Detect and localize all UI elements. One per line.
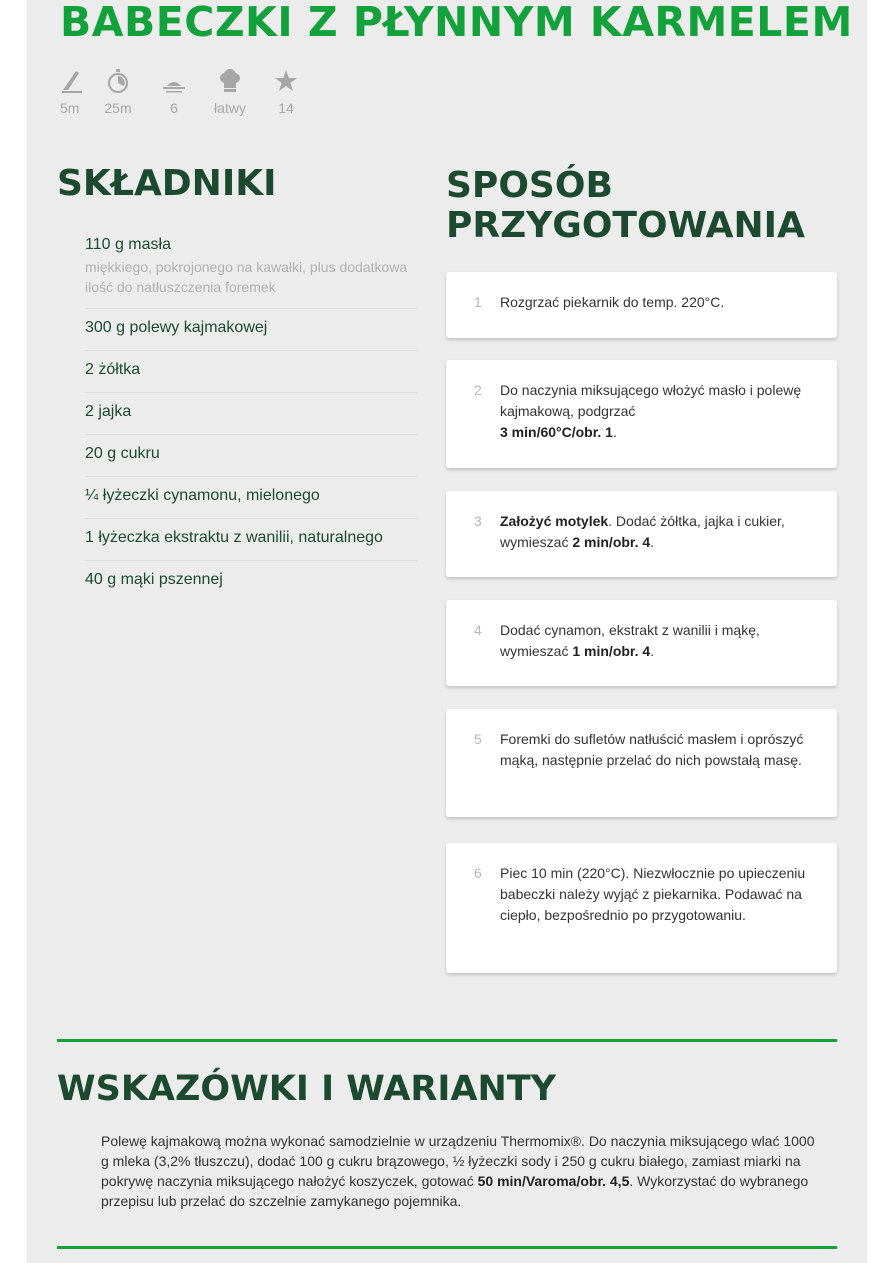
meta-total-time [90, 66, 146, 116]
step-number: 3 [474, 513, 482, 529]
step-card [446, 709, 837, 817]
ingredient-item [85, 519, 417, 561]
meta-prep-time [60, 66, 90, 116]
tips-text: Polewę kajmakową można wykonać samodzielnie w urządzeniu Thermomix®. Do naczynia miksującego wlać 1000 g mleka (3,2% tłuszczu), dodać 100 g cukru brązowego, ½ łyżeczki sody i 250 g cukru białego, zamiast miarki na pokrywę naczynia miksującego nałożyć koszyczek, gotować 50 min/Varoma/obr. 4,5. Wykorzystać do wybranego przepisu lub przelać do szczelnie zamykanego pojemnika. [101, 1133, 815, 1209]
ingredient-name: 110 g masła [85, 236, 171, 253]
meta-portions [146, 66, 202, 116]
step-card [446, 843, 837, 973]
ingredient-name: 300 g polewy kajmakowej [85, 319, 268, 336]
knife-icon [60, 66, 84, 96]
step-number: 2 [474, 382, 482, 398]
prep-time-value: 5m [60, 100, 80, 116]
ingredient-item [85, 561, 417, 602]
difficulty-value: łatwy [214, 100, 246, 116]
ingredient-item [85, 393, 417, 435]
ingredient-note: miękkiego, pokrojonego na kawałki, plus dodatkowa ilość do natłuszczenia foremek [85, 259, 408, 295]
step-text: Założyć motylek. Dodać żółtka, jajka i cukier, wymieszać 2 min/obr. 4. [500, 513, 785, 550]
ingredient-name: 1 łyżeczka ekstraktu z wanilii, naturalnego [85, 529, 383, 546]
step-card [446, 272, 837, 338]
step-text: Do naczynia miksującego włożyć masło i polewę kajmakową, podgrzać 3 min/60°C/obr. 1. [500, 382, 802, 440]
recipe-meta [60, 66, 314, 116]
ingredient-name: 20 g cukru [85, 445, 160, 462]
ingredient-name: 2 żółtka [85, 361, 141, 378]
ingredient-name: 40 g mąki pszennej [85, 571, 223, 588]
ingredients-list [85, 232, 417, 602]
tips-title: WSKAZÓWKI I WARIANTY [57, 1069, 556, 1109]
step-text: Rozgrzać piekarnik do temp. 220°C. [500, 294, 725, 310]
step-text: Dodać cynamon, ekstrakt z wanilii i mąkę, wymieszać 1 min/obr. 4. [500, 622, 760, 659]
ingredient-item [85, 309, 417, 351]
star-icon [274, 66, 298, 96]
step-text: Foremki do sufletów natłuścić masłem i oprószyć mąką, następnie przelać do nich powstałą masę. [500, 731, 804, 768]
recipe-page [27, 0, 867, 1263]
step-number: 5 [474, 731, 482, 747]
total-time-value: 25m [104, 100, 132, 116]
timer-icon [106, 66, 130, 96]
divider [57, 1246, 837, 1249]
ingredient-name: ¼ łyżeczki cynamonu, mielonego [85, 487, 320, 504]
step-text: Piec 10 min (220°C). Niezwłocznie po upieczeniu babeczki należy wyjąć z piekarnika. Podawać na ciepło, bezpośrednio po przygotowaniu. [500, 865, 806, 923]
steps-title: SPOSÓB PRZYGOTOWANIA [446, 165, 805, 246]
recipe-title: BABECZKI Z PŁYNNYM KARMELEM [60, 0, 853, 46]
step-number: 6 [474, 865, 482, 881]
ingredient-item [85, 477, 417, 519]
step-card [446, 600, 837, 686]
meta-rating [258, 66, 314, 116]
step-card [446, 360, 837, 468]
chef-hat-icon [218, 66, 242, 96]
ingredients-title: SKŁADNIKI [57, 163, 277, 204]
divider [57, 1039, 837, 1042]
ingredient-item [85, 435, 417, 477]
ingredient-item [85, 232, 417, 309]
plate-icon [162, 66, 186, 96]
meta-difficulty [202, 66, 258, 116]
step-number: 4 [474, 622, 482, 638]
ingredient-name: 2 jajka [85, 403, 132, 420]
step-number: 1 [474, 294, 482, 310]
ingredient-item [85, 351, 417, 393]
step-card [446, 491, 837, 577]
rating-value: 14 [278, 100, 294, 116]
portions-value: 6 [170, 100, 178, 116]
